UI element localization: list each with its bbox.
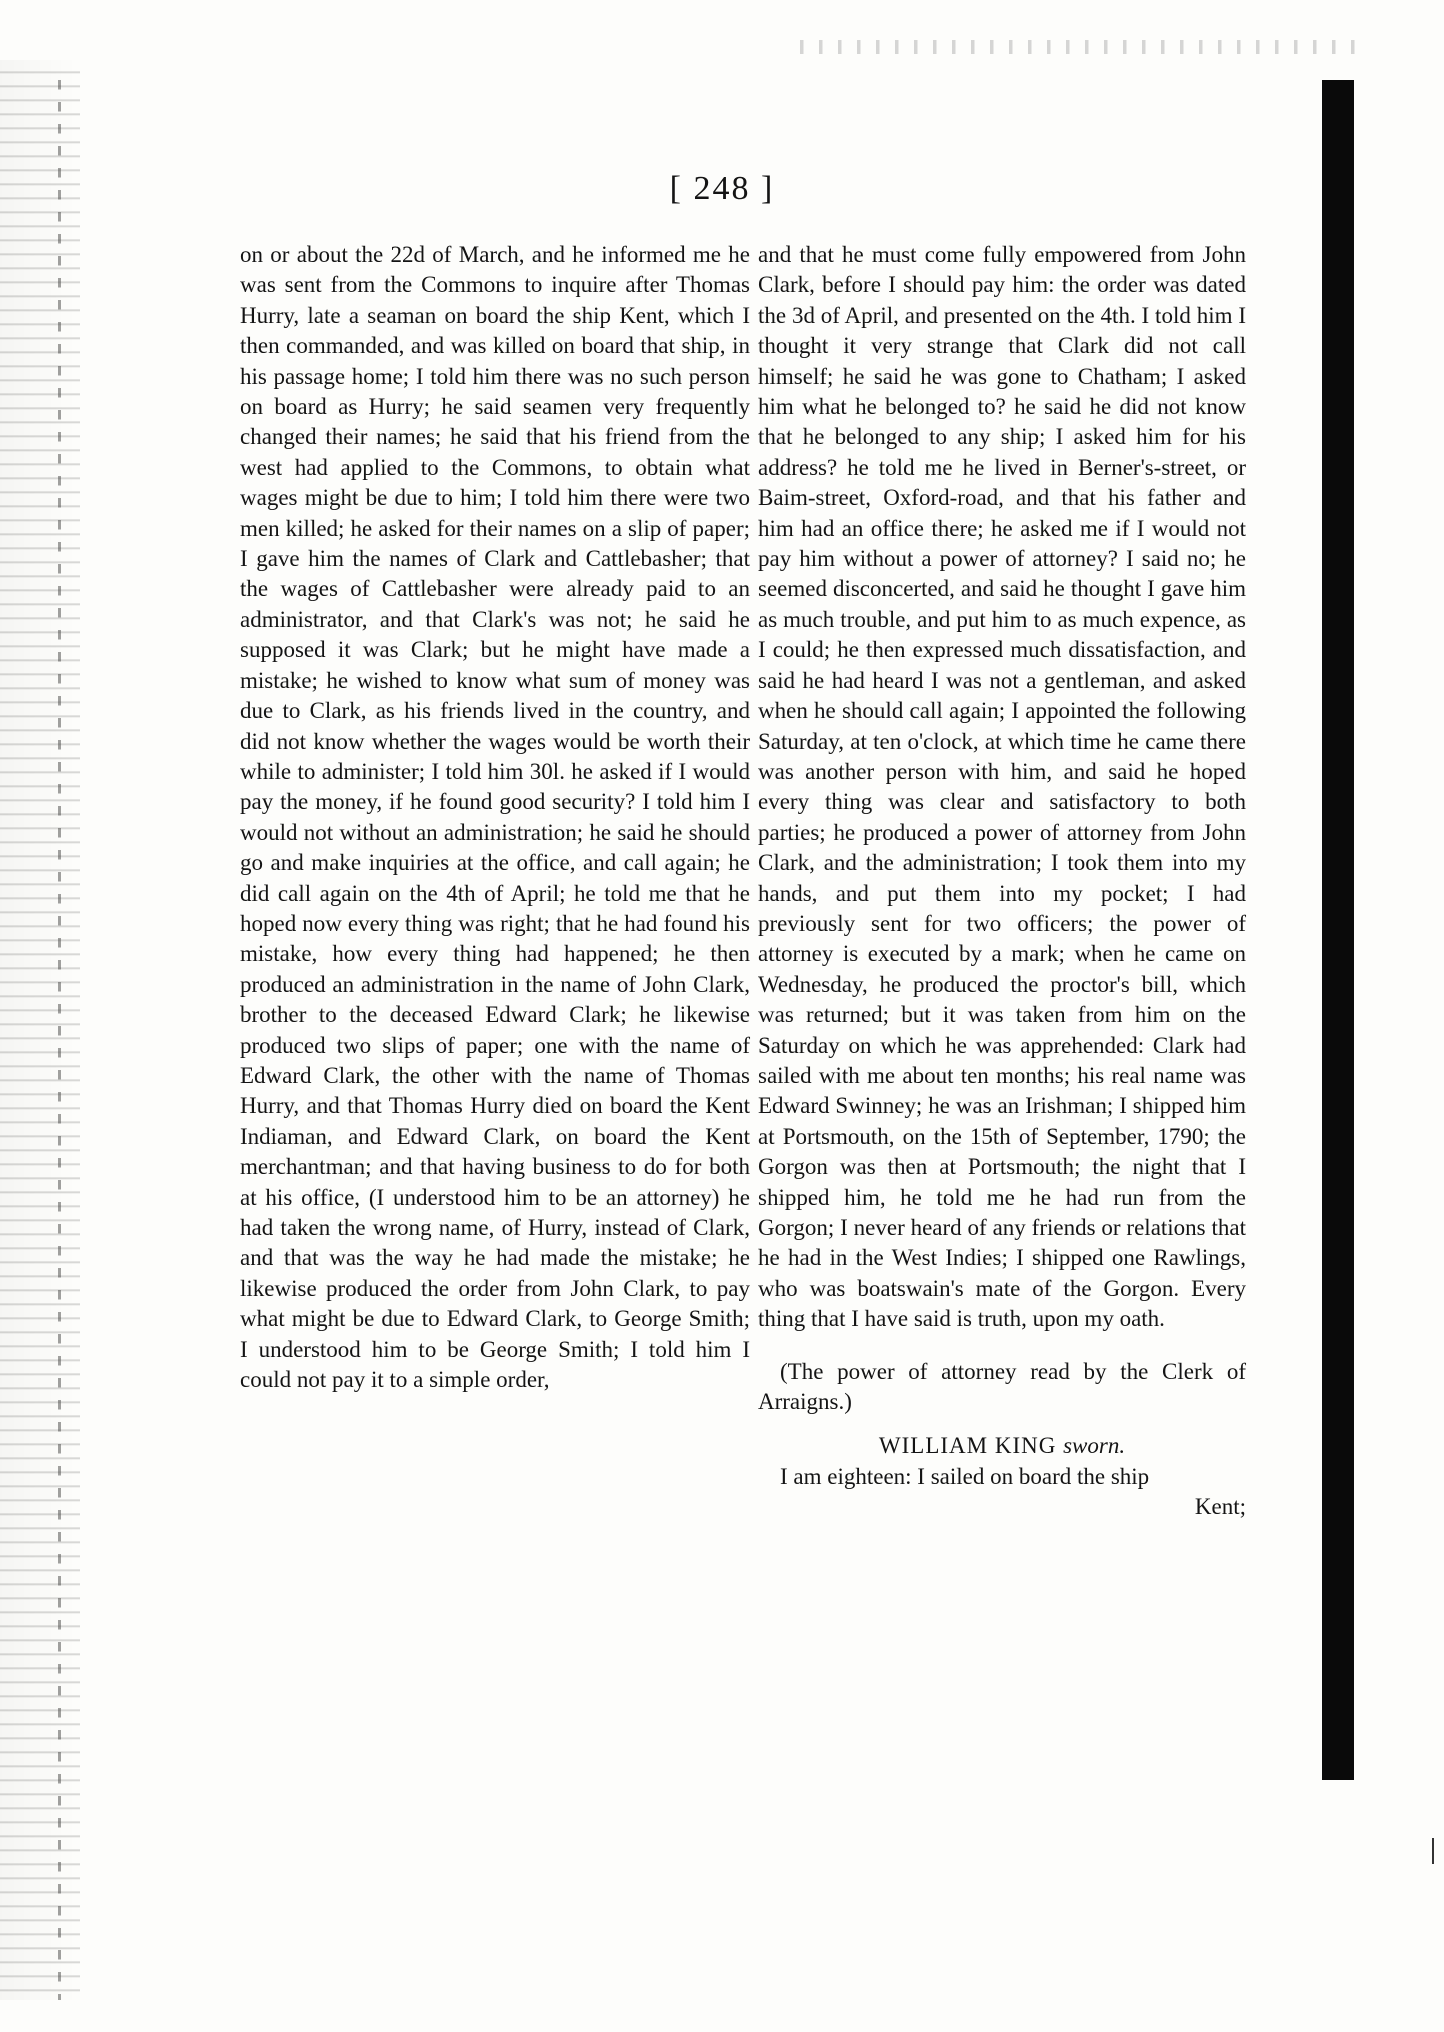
right-column-text: and that he must come fully empowered from John Clark, before I should pay him: the order was dated the 3d of April, and presented on the 4th. I told him I thought it very strange that Clark did not call himself; he said he was gone to Chatham; I asked him what he belonged to? he said he did not know that he belonged to any ship; I asked him for his address? he told me he lived in Berner's-street, or Baim-street, Oxford-road, and that his father and him had an office there; he asked me if I would not pay him without a power of attorney? I said no; he seemed disconcerted, and said he thought I gave him as much trouble, and put him to as much expence, as I could; he then expressed much dissatisfaction, and said he had heard I was not a gentleman, and asked when he should call again; I appointed the following Saturday, at ten o'clock, at which time he came there was another person with him, and said he hoped every thing was clear and satisfactory to both parties; he produced a power of attorney from John Clark, and the administration; I took them into my hands, and put them into my pocket; I had previously sent for two officers; the power of attorney is executed by a mark; when he came on Wednesday, he produced the proctor's bill, which was returned; but it was taken from him on the Saturday on which he was apprehended: Clark had sailed with me about ten months; his real name was Edward Swinney; he was an Irishman; I shipped him at Portsmouth, on the 15th of September, 1790; the Gorgon was then at Portsmouth; the night that I shipped him, he told me he had run from the Gorgon; I never heard of any friends or relations that he had in the West Indies; I shipped one Rawlings, who was boatswain's mate of the Gorgon. Every thing that I have said is truth, upon my oath. [758, 242, 1246, 1332]
left-column-text: on or about the 22d of March, and he informed me he was sent from the Commons to inquire after Thomas Hurry, late a seaman on board the ship Kent, which I then commanded, and was killed on board that ship, in his passage home; I told him there was no such person on board as Hurry; he said seamen very frequently changed their names; he said that his friend from the west had applied to the Commons, to obtain what wages might be due to him; I told him there were two men killed; he asked for their names on a slip of paper; I gave him the names of Clark and Cattlebasher; that the wages of Cattlebasher were already paid to an administrator, and that Clark's was not; he said he supposed it was Clark; but he might have made a mistake; he wished to know what sum of money was due to Clark, as his friends lived in the country, and did not know whether the wages would be worth their while to administer; I told him 30l. he asked if I would pay the money, if he found good security? I told him I would not without an administration; he said he should go and make inquiries at the office, and call again; he did call again on the 4th of April; he told me that he hoped now every thing was right; that he had found his mistake, how every thing had happened; he then produced an administration in the name of John Clark, brother to the deceased Edward Clark; he likewise produced two slips of paper; one with the name of Edward Clark, the other with the name of Thomas Hurry, and that Thomas Hurry died on board the Kent Indiaman, and Edward Clark, on board the Kent merchantman; and that having business to do for both at his office, (I understood him to be an attorney) he had taken the wrong name, of Hurry, instead of Clark, and that was the way he had made the mistake; he likewise produced the order from John Clark, to pay what might be due to Edward Clark, to George Smith; I understood him to be George Smith; I told him I could not pay it to a simple order, [240, 242, 750, 1393]
witness-heading [758, 1431, 1246, 1461]
scan-edge-noise [0, 60, 80, 2000]
left-column [240, 240, 750, 1395]
scan-edge-tick [1432, 1838, 1434, 1864]
page-number: [ 248 ] [669, 170, 775, 207]
scan-binding-edge [58, 80, 61, 2000]
witness-name: WILLIAM KING [878, 1433, 1064, 1459]
scan-shadow-bar [1322, 80, 1354, 1780]
catchword: Kent; [1194, 1494, 1246, 1520]
editorial-note: (The power of attorney read by the Clerk of Arraigns.) [758, 1358, 1246, 1415]
witness-sworn: sworn. [1063, 1433, 1126, 1459]
right-column [758, 240, 1246, 1523]
scan-top-noise [800, 40, 1360, 54]
witness-testimony: I am eighteen: I sailed on board the ship [780, 1463, 1150, 1489]
